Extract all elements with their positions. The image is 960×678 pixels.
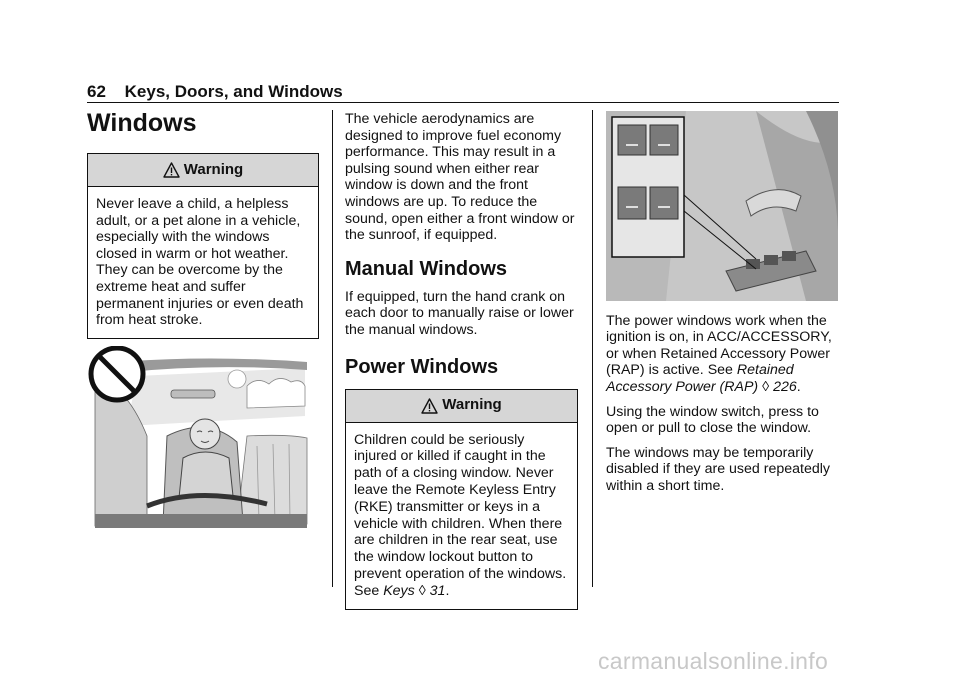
warning-header xyxy=(88,154,318,187)
window-switch-illustration xyxy=(606,111,838,301)
section-title: Keys, Doors, and Windows xyxy=(124,82,343,101)
aerodynamics-paragraph: The vehicle aerodynamics are designed to improve fuel economy performance. This may result in a pulsing sound when either rear window is down and the front windows are up. To reduce the sound, open either a front window or the sunroof, if equipped. xyxy=(345,111,575,244)
watermark-text: carmanualsonline.info xyxy=(598,648,829,674)
window-switch-paragraph: Using the window switch, press to open or pull to close the window. xyxy=(606,403,819,437)
keys-reference-link[interactable]: Keys xyxy=(383,582,415,599)
header-rule xyxy=(87,102,839,103)
warning-icon xyxy=(421,398,438,414)
warning-header xyxy=(346,390,577,423)
warning-icon xyxy=(163,162,180,178)
manual-windows-paragraph: If equipped, turn the hand crank on each door to manually raise or lower the manual windows. xyxy=(345,288,574,338)
power-windows-paragraph xyxy=(606,313,839,396)
page-ref-symbol: ◊ xyxy=(418,582,426,599)
warning-box-children xyxy=(345,389,578,610)
power-windows-text: The power windows work when the ignition is on, in ACC/ACCESSORY, or when Retained Accessory Power (RAP) is active. See xyxy=(606,312,832,379)
left-column xyxy=(87,108,319,339)
keys-page-ref[interactable]: 31 xyxy=(429,582,446,599)
column-divider-right xyxy=(592,110,593,587)
child-in-car-illustration xyxy=(87,346,309,536)
warning-label: Warning xyxy=(183,160,244,178)
temporarily-disabled-paragraph: The windows may be temporarily disabled if they are used repeatedly within a short time. xyxy=(606,444,830,494)
sentence-end: . xyxy=(445,582,450,599)
page-header xyxy=(87,82,839,102)
column-divider-left xyxy=(332,110,333,587)
warning-label: Warning xyxy=(442,396,502,414)
sentence-end: . xyxy=(796,378,801,395)
page-ref-symbol: ◊ xyxy=(762,378,770,395)
page-number: 62 xyxy=(87,82,106,101)
warning-body: Children could be seriously injured or killed if caught in the path of a closing window. Never leave the Remote Keyless Entry (RKE) transmitter or keys in a vehicle with children. When there are children in the rear seat, use the window lockout button to prevent operation of the windows. See xyxy=(354,431,567,599)
manual-windows-heading: Manual Windows xyxy=(345,257,508,280)
power-windows-heading: Power Windows xyxy=(345,355,499,378)
warning-text: Never leave a child, a helpless adult, or a pet alone in a vehicle, especially with the windows closed in warm or hot weather. They can be overcome by the extreme heat and suffer permanent injuries or even death from heat stroke. xyxy=(96,196,304,329)
rap-reference-link[interactable]: Retained Accessory Power (RAP) xyxy=(606,362,794,395)
rap-page-ref[interactable]: 226 xyxy=(773,378,797,395)
page-title: Windows xyxy=(87,109,197,137)
warning-box-child xyxy=(87,153,319,339)
middle-column xyxy=(345,111,578,610)
warning-text xyxy=(346,423,577,609)
right-column xyxy=(606,111,839,503)
